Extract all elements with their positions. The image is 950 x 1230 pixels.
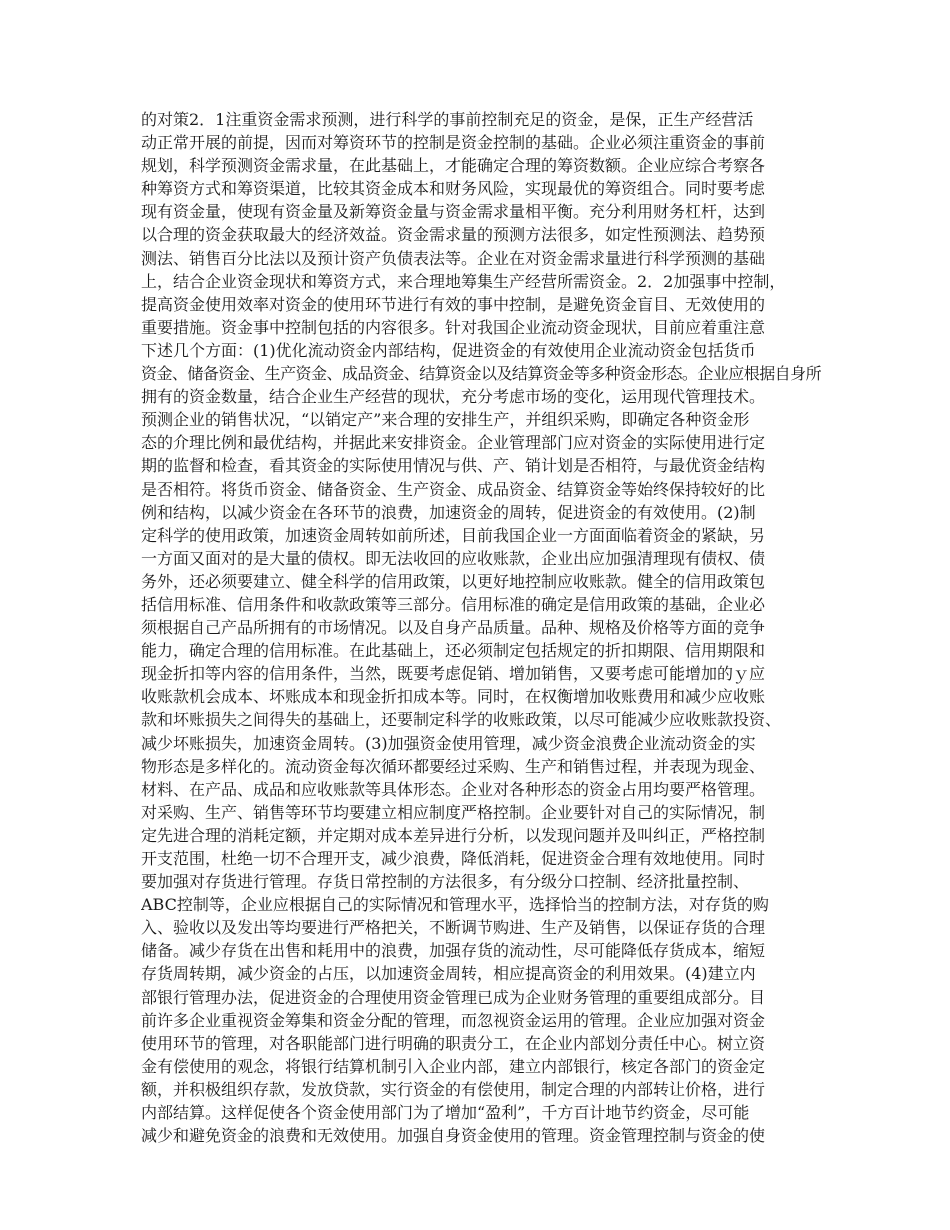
text-line: 规划，科学预测资金需求量，在此基础上，才能确定合理的筹资数额。企业应综合考察各 — [141, 156, 766, 176]
text-line: 定科学的使用政策，加速资金周转如前所述，目前我国企业一方面面临着资金的紧缺，另 — [141, 525, 766, 545]
text-line: 定先进合理的消耗定额，并定期对成本差异进行分析，以发现问题并及叫纠正，严格控制 — [141, 825, 766, 845]
text-line: 重要措施。资金事中控制包括的内容很多。针对我国企业流动资金现状，目前应着重注意 — [141, 317, 766, 337]
text-line: 现金折扣等内容的信用条件，当然，既要考虑促销、增加销售，又要考虑可能增加的ｙ应 — [141, 664, 766, 684]
text-line: 拥有的资金数量，结合企业生产经营的现状，充分考虑市场的变化，运用现代管理技术。 — [141, 387, 766, 407]
text-line: ABC控制等，企业应根据自己的实际情况和管理水平，选择恰当的控制方法，对存货的购 — [141, 895, 769, 915]
text-line: 例和结构，以减少资金在各环节的浪费，加速资金的周转，促进资金的有效使用。(2)制 — [141, 502, 756, 522]
text-line: 金有偿使用的观念，将银行结算机制引入企业内部，建立内部银行，核定各部门的资金定 — [141, 1056, 766, 1076]
text-line: 减少坏账损失，加速资金周转。(3)加强资金使用管理，减少资金浪费企业流动资金的实 — [141, 733, 756, 753]
text-line: 要加强对存货进行管理。存货日常控制的方法很多，有分级分口控制、经济批量控制、 — [141, 872, 750, 892]
text-line: 减少和避免资金的浪费和无效使用。加强自身资金使用的管理。资金管理控制与资金的使 — [141, 1126, 766, 1146]
text-line: 前许多企业重视资金筹集和资金分配的管理，而忽视资金运用的管理。企业应加强对资金 — [141, 1010, 766, 1030]
text-line: 的对策2．1注重资金需求预测，进行科学的事前控制充足的资金，是保，正生产经营活 — [141, 110, 754, 129]
text-line: 收账款机会成本、坏账成本和现金折扣成本等。同时，在权衡增加收账费用和减少应收账 — [141, 687, 766, 707]
text-line: 能力，确定合理的信用标准。在此基础上，还必须制定包括规定的折扣期限、信用期限和 — [141, 641, 766, 661]
text-line: 括信用标准、信用条件和收款政策等三部分。信用标准的确定是信用政策的基础，企业必 — [141, 594, 766, 614]
text-line: 材料、在产品、成品和应收账款等具体形态。企业对各种形态的资金占用均要严格管理。 — [141, 779, 766, 799]
body-text — [141, 108, 821, 1147]
text-line: 下述几个方面：(1)优化流动资金内部结构，促进资金的有效使用企业流动资金包括货币 — [141, 340, 756, 360]
text-line: 种筹资方式和筹资渠道，比较其资金成本和财务风险，实现最优的筹资组合。同时要考虑 — [141, 179, 766, 199]
text-line: 存货周转期，减少资金的占压，以加速资金周转，相应提高资金的利用效果。(4)建立内 — [141, 964, 756, 984]
text-line: 款和坏账损失之间得失的基础上，还要制定科学的收账政策，以尽可能减少应收账款投资、 — [141, 710, 782, 730]
text-line: 一方面又面对的是大量的债权。即无法收回的应收账款，企业出应加强清理现有债权、债 — [141, 548, 766, 568]
text-line: 上，结合企业资金现状和筹资方式，来合理地筹集生产经营所需资金。2．2加强事中控制， — [141, 271, 786, 291]
text-line: 储备。减少存货在出售和耗用中的浪费，加强存货的流动性，尽可能降低存货成本，缩短 — [141, 941, 766, 961]
text-line: 务外，还必须要建立、健全科学的信用政策，以更好地控制应收账款。健全的信用政策包 — [141, 571, 766, 591]
text-line: 入、验收以及发出等均要进行严格把关，不断调节购进、生产及销售，以保证存货的合理 — [141, 918, 766, 938]
text-line: 态的介理比例和最优结构，并据此来安排资金。企业管理部门应对资金的实际使用进行定 — [141, 433, 766, 453]
text-line: 额，并积极组织存款，发放贷款，实行资金的有偿使用，制定合理的内部转让价格，进行 — [141, 1079, 766, 1099]
text-line: 使用环节的管理，对各职能部门进行明确的职责分工，在企业内部划分责任中心。树立资 — [141, 1033, 766, 1053]
text-line: 期的监督和检查，看其资金的实际使用情况与供、产、销计划是否相符，与最优资金结构 — [141, 456, 766, 476]
text-line: 是否相符。将货币资金、储备资金、生产资金、成品资金、结算资金等始终保持较好的比 — [141, 479, 766, 499]
text-line: 现有资金量，使现有资金量及新筹资金量与资金需求量相平衡。充分利用财务杠杆，达到 — [141, 202, 766, 222]
text-line: 内部结算。这样促使各个资金使用部门为了增加“盈利”，千方百计地节约资金，尽可能 — [141, 1103, 750, 1123]
text-line: 资金、储备资金、生产资金、成品资金、结算资金以及结算资金等多种资金形态。企业应根据自身所 — [141, 364, 821, 384]
text-line: 以合理的资金获取最大的经济效益。资金需求量的预测方法很多，如定性预测法、趋势预 — [141, 225, 766, 245]
text-line: 预测企业的销售状况，“以销定产”来合理的安排生产，并组织采购，即确定各种资金形 — [141, 410, 750, 430]
text-line: 提高资金使用效率对资金的使用环节进行有效的事中控制，是避免资金盲目、无效使用的 — [141, 294, 766, 314]
text-line: 部银行管理办法，促进资金的合理使用资金管理已成为企业财务管理的重要组成部分。目 — [141, 987, 766, 1007]
text-line: 对采购、生产、销售等环节均要建立相应制度严格控制。企业要针对自己的实际情况，制 — [141, 802, 766, 822]
text-line: 须根据自己产品所拥有的市场情况。以及自身产品质量。品种、规格及价格等方面的竞争 — [141, 618, 766, 638]
text-line: 动正常开展的前提，因而对筹资环节的控制是资金控制的基础。企业必须注重资金的事前 — [141, 133, 766, 153]
text-line: 开支范围，杜绝一切不合理开支，减少浪费，降低消耗，促进资金合理有效地使用。同时 — [141, 849, 766, 868]
text-line: 测法、销售百分比法以及预计资产负债表法等。企业在对资金需求量进行科学预测的基础 — [141, 248, 766, 268]
text-line: 物形态是多样化的。流动资金每次循环都要经过采购、生产和销售过程，并表现为现金、 — [141, 756, 766, 776]
